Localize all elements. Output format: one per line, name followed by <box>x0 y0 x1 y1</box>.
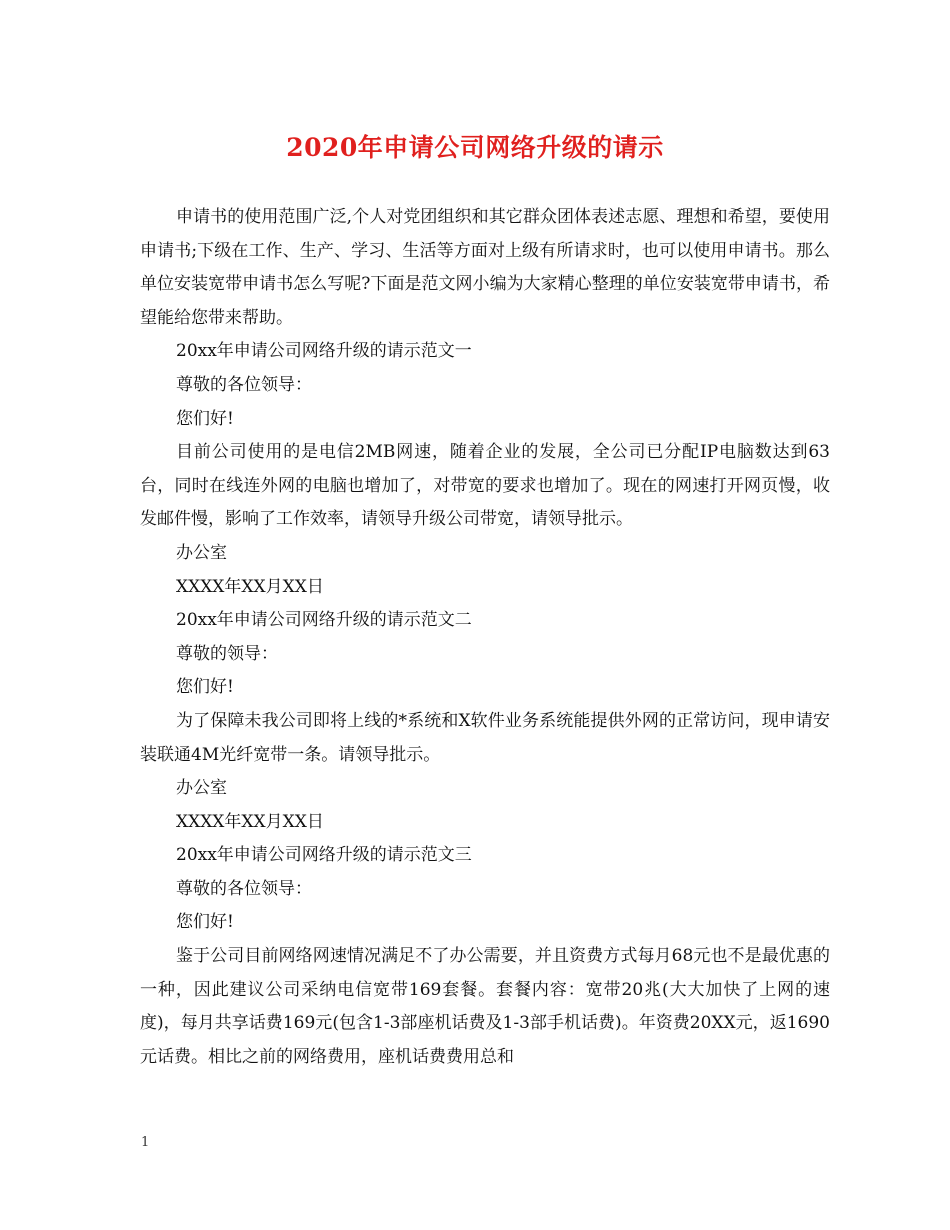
greeting: 您们好! <box>176 408 234 429</box>
sample-heading-3: 20xx年申请公司网络升级的请示范文三 <box>176 845 472 866</box>
signature-date: XXXX年XX月XX日 <box>176 576 324 597</box>
salutation: 尊敬的各位领导： <box>176 878 312 899</box>
signature-office: 办公室 <box>176 542 227 563</box>
paragraph-intro: 申请书的使用范围广泛,个人对党团组织和其它群众团体表述志愿、理想和希望，要使用申请书;下级在工作、生产、学习、生活等方面对上级有所请求时，也可以使用申请书。那么单位安装宽带申请书怎么写呢?下面是范文网小编为大家精心整理的单位安装宽带申请书，希望能给您带来帮助。 <box>140 207 830 328</box>
paragraph-body: 为了保障未我公司即将上线的*系统和X软件业务系统能提供外网的正常访问，现申请安装联通4M光纤宽带一条。请领导批示。 <box>140 710 830 765</box>
signature-office: 办公室 <box>176 778 227 799</box>
signature-date: XXXX年XX月XX日 <box>176 811 324 832</box>
document-body <box>140 201 830 1074</box>
paragraph-body: 鉴于公司目前网络网速情况满足不了办公需要，并且资费方式每月68元也不是最优惠的一种，因此建议公司采纳电信宽带169套餐。套餐内容：宽带20兆(大大加快了上网的速度)，每月共享话费169元(包含1-3部座机话费及1-3部手机话费)。年资费20XX元，返1690元话费。相比之前的网络费用，座机话费费用总和 <box>140 946 830 1067</box>
salutation: 尊敬的领导： <box>176 643 278 664</box>
greeting: 您们好! <box>176 912 234 933</box>
page-number: 1 <box>141 1135 150 1150</box>
sample-heading-2: 20xx年申请公司网络升级的请示范文二 <box>176 610 472 631</box>
paragraph-body: 目前公司使用的是电信2MB网速，随着企业的发展，全公司已分配IP电脑数达到63台，同时在线连外网的电脑也增加了，对带宽的要求也增加了。现在的网速打开网页慢，收发邮件慢，影响了工作效率，请领导升级公司带宽，请领导批示。 <box>140 442 830 530</box>
document-title: 2020年申请公司网络升级的请示 <box>286 133 664 162</box>
salutation: 尊敬的各位领导： <box>176 374 312 395</box>
sample-heading-1: 20xx年申请公司网络升级的请示范文一 <box>176 341 472 362</box>
greeting: 您们好! <box>176 677 234 698</box>
